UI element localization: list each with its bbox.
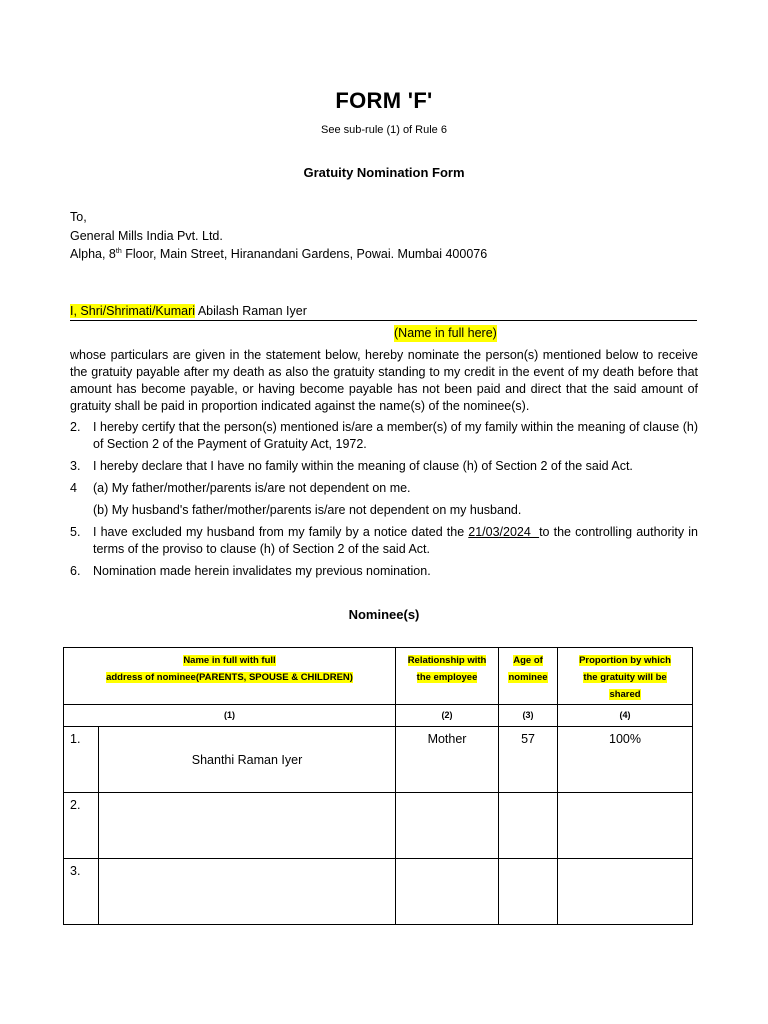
nominee-age (499, 859, 558, 925)
header-proportion-line2: the gratuity will be (583, 672, 667, 683)
item-5-post: to the controlling authority in terms of the proviso to clause (h) of Section 2 of the said Act. (93, 525, 699, 556)
address-line-sup: th (115, 247, 122, 255)
form-title: FORM 'F' (335, 88, 433, 113)
address-line-post: Floor, Main Street, Hiranandani Gardens, Powai. Mumbai 400076 (121, 247, 488, 261)
item-6 (70, 563, 698, 580)
item-3 (70, 458, 698, 475)
address-company: General Mills India Pvt. Ltd. (70, 229, 223, 243)
item-2 (70, 419, 698, 453)
nominee-name (99, 859, 396, 925)
nominees-heading: Nominee(s) (348, 607, 420, 622)
item-2-number: 2. (70, 420, 81, 434)
body-paragraph: whose particulars are given in the statement below, hereby nominate the person(s) mentioned below to receive the gratuity payable after my death as also the gratuity standing to my credit in the event of my death before that amount has become payable, or having become payable has not been paid and direct that the said amount of gratuity shall be paid in proportion indicated against the name(s) of the nominee(s). (70, 348, 698, 413)
nominee-proportion: 100% (558, 727, 693, 793)
header-age (499, 648, 558, 705)
header-age-line1: Age of (513, 655, 543, 666)
address-to: To, (70, 210, 87, 224)
nominee-relationship (396, 859, 499, 925)
notice-date: 21/03/2024 (468, 525, 540, 539)
column-number-row (64, 705, 693, 727)
nominator-name: Abilash Raman Iyer (195, 304, 307, 318)
item-4a-text: (a) My father/mother/parents is/are not dependent on me. (93, 481, 411, 495)
header-age-line2: nominee (508, 672, 548, 683)
column-number-2: (2) (396, 705, 499, 727)
header-name-address (64, 648, 396, 705)
item-3-text: I hereby declare that I have no family within the meaning of clause (h) of Section 2 of the said Act. (93, 459, 633, 473)
nominee-proportion (558, 793, 693, 859)
header-relationship-line1: Relationship with (407, 655, 487, 666)
nominee-age (499, 793, 558, 859)
item-5 (70, 524, 698, 558)
row-number: 2. (64, 793, 99, 859)
header-name-line2: address of nominee(PARENTS, SPOUSE & CHILDREN) (106, 672, 353, 683)
nominee-relationship: Mother (396, 727, 499, 793)
header-name-line1: Name in full with full (183, 655, 276, 666)
header-relationship (396, 648, 499, 705)
header-proportion-line3: shared (609, 689, 641, 700)
nominator-prefix: I, Shri/Shrimati/Kumari (70, 304, 196, 318)
address-line-pre: Alpha, 8 (70, 247, 116, 261)
header-proportion-line1: Proportion by which (579, 655, 671, 666)
item-4b (70, 502, 698, 519)
nominee-age: 57 (499, 727, 558, 793)
table-row (64, 727, 693, 793)
column-number-3: (3) (499, 705, 558, 727)
row-number: 1. (64, 727, 99, 793)
form-heading: Gratuity Nomination Form (303, 165, 465, 180)
item-5-number: 5. (70, 525, 81, 539)
column-number-1: (1) (64, 705, 396, 727)
table-header-row (64, 648, 693, 705)
name-hint: (Name in full here) (394, 326, 497, 340)
nominee-proportion (558, 859, 693, 925)
item-2-text: I hereby certify that the person(s) mentioned is/are a member(s) of my family within the meaning of clause (h) of Section 2 of the Payment of Gratuity Act, 1972. (93, 420, 698, 451)
item-4-number: 4 (70, 481, 77, 495)
header-relationship-line2: the employee (416, 672, 478, 683)
nominees-table (63, 647, 693, 925)
address-line (70, 246, 487, 263)
form-subrule: See sub-rule (1) of Rule 6 (321, 124, 447, 136)
item-6-text: Nomination made herein invalidates my previous nomination. (93, 564, 431, 578)
item-4b-text: (b) My husband's father/mother/parents is/are not dependent on my husband. (93, 503, 522, 517)
nominee-name (99, 793, 396, 859)
nominee-relationship (396, 793, 499, 859)
item-5-text (93, 524, 698, 558)
item-6-number: 6. (70, 564, 81, 578)
item-4a (70, 480, 698, 497)
header-proportion (558, 648, 693, 705)
row-number: 3. (64, 859, 99, 925)
item-3-number: 3. (70, 459, 81, 473)
item-5-pre: I have excluded my husband from my family by a notice dated the (93, 525, 469, 539)
nominee-name: Shanthi Raman Iyer (99, 727, 396, 793)
nominator-name-line (70, 303, 697, 321)
table-row (64, 793, 693, 859)
column-number-4: (4) (558, 705, 693, 727)
table-row (64, 859, 693, 925)
